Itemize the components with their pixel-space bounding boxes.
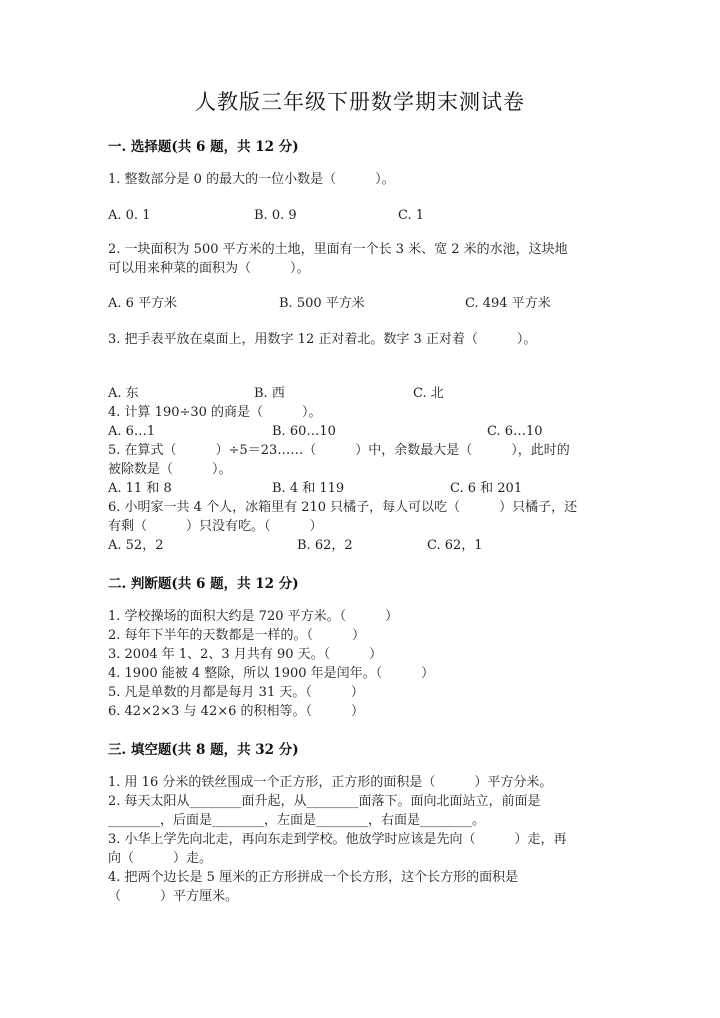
judgement-item-2: 2. 每年下半年的天数都是一样的。（ ） (108, 628, 366, 643)
fill-item-3-line-1: 3. 小华上学先向北走，再向东走到学校。他放学时应该是先向（ ）走，再 (108, 832, 567, 847)
question-6-option-c: C. 62，1 (427, 538, 483, 553)
question-3-option-b: B. 西 (254, 386, 285, 401)
question-2-option-b: B. 500 平方米 (279, 296, 365, 311)
question-4-line-1: 4. 计算 190÷30 的商是（ ）。 (108, 405, 322, 420)
question-4-option-b: B. 60…10 (272, 424, 336, 439)
section-heading-fill-blank: 三. 填空题(共 8 题，共 32 分) (108, 742, 299, 758)
fill-item-3-line-2: 向（ ）走。 (108, 851, 213, 866)
section-heading-choice: 一. 选择题(共 6 题，共 12 分) (108, 139, 299, 155)
question-6-option-a: A. 52，2 (108, 538, 164, 553)
question-6-line-1: 6. 小明家一共 4 个人，冰箱里有 210 只橘子，每人可以吃（ ）只橘子，还 (108, 500, 578, 515)
question-5-line-1: 5. 在算式（ ）÷5＝23……（ ）中，余数最大是（ ），此时的 (108, 443, 570, 458)
question-1-option-c: C. 1 (398, 208, 425, 223)
question-2-line-1: 2. 一块面积为 500 平方米的土地，里面有一个长 3 米、宽 2 米的水池，这块地 (108, 242, 568, 257)
judgement-item-4: 4. 1900 能被 4 整除，所以 1900 年是闰年。（ ） (108, 666, 435, 681)
question-3-line-1: 3. 把手表平放在桌面上，用数字 12 正对着北。数字 3 正对着（ ）。 (108, 332, 537, 347)
question-6-line-2: 有剩（ ）只没有吃。（ ） (108, 519, 323, 534)
fill-item-2-line-2: ________，后面是________，左面是________，右面是________。 (108, 813, 486, 828)
question-5-option-a: A. 11 和 8 (108, 481, 172, 496)
fill-item-4-line-1: 4. 把两个边长是 5 厘米的正方形拼成一个长方形，这个长方形的面积是 (108, 870, 519, 885)
page-title: 人教版三年级下册数学期末测试卷 (195, 90, 525, 114)
judgement-item-6: 6. 42×2×3 与 42×6 的积相等。（ ） (108, 704, 365, 719)
question-3-option-c: C. 北 (413, 386, 444, 401)
fill-item-1: 1. 用 16 分米的铁丝围成一个正方形，正方形的面积是（ ）平方分米。 (108, 775, 553, 790)
question-5-line-2: 被除数是（ ）。 (108, 462, 232, 477)
question-1-option-a: A. 0. 1 (108, 208, 151, 223)
question-2-option-c: C. 494 平方米 (465, 296, 551, 311)
judgement-item-3: 3. 2004 年 1、2、3 月共有 90 天。（ ） (108, 647, 383, 662)
judgement-item-5: 5. 凡是单数的月都是每月 31 天。（ ） (108, 685, 364, 700)
question-5-option-c: C. 6 和 201 (450, 481, 523, 496)
question-1-line-1: 1. 整数部分是 0 的最大的一位小数是（ ）。 (108, 172, 395, 187)
question-5-option-b: B. 4 和 119 (272, 481, 345, 496)
question-4-option-c: C. 6…10 (487, 424, 543, 439)
section-heading-judgement: 二. 判断题(共 6 题，共 12 分) (108, 576, 299, 592)
question-1-option-b: B. 0. 9 (254, 208, 297, 223)
question-2-line-2: 可以用来种菜的面积为（ ）。 (108, 261, 310, 276)
fill-item-2-line-1: 2. 每天太阳从________面升起，从________面落下。面向北面站立，前面是 (108, 794, 541, 809)
judgement-item-1: 1. 学校操场的面积大约是 720 平方米。（ ） (108, 609, 399, 624)
question-2-option-a: A. 6 平方米 (108, 296, 178, 311)
question-6-option-b: B. 62，2 (297, 538, 353, 553)
question-3-option-a: A. 东 (108, 386, 139, 401)
fill-item-4-line-2: （ ）平方厘米。 (108, 889, 239, 904)
question-4-option-a: A. 6…1 (108, 424, 156, 439)
